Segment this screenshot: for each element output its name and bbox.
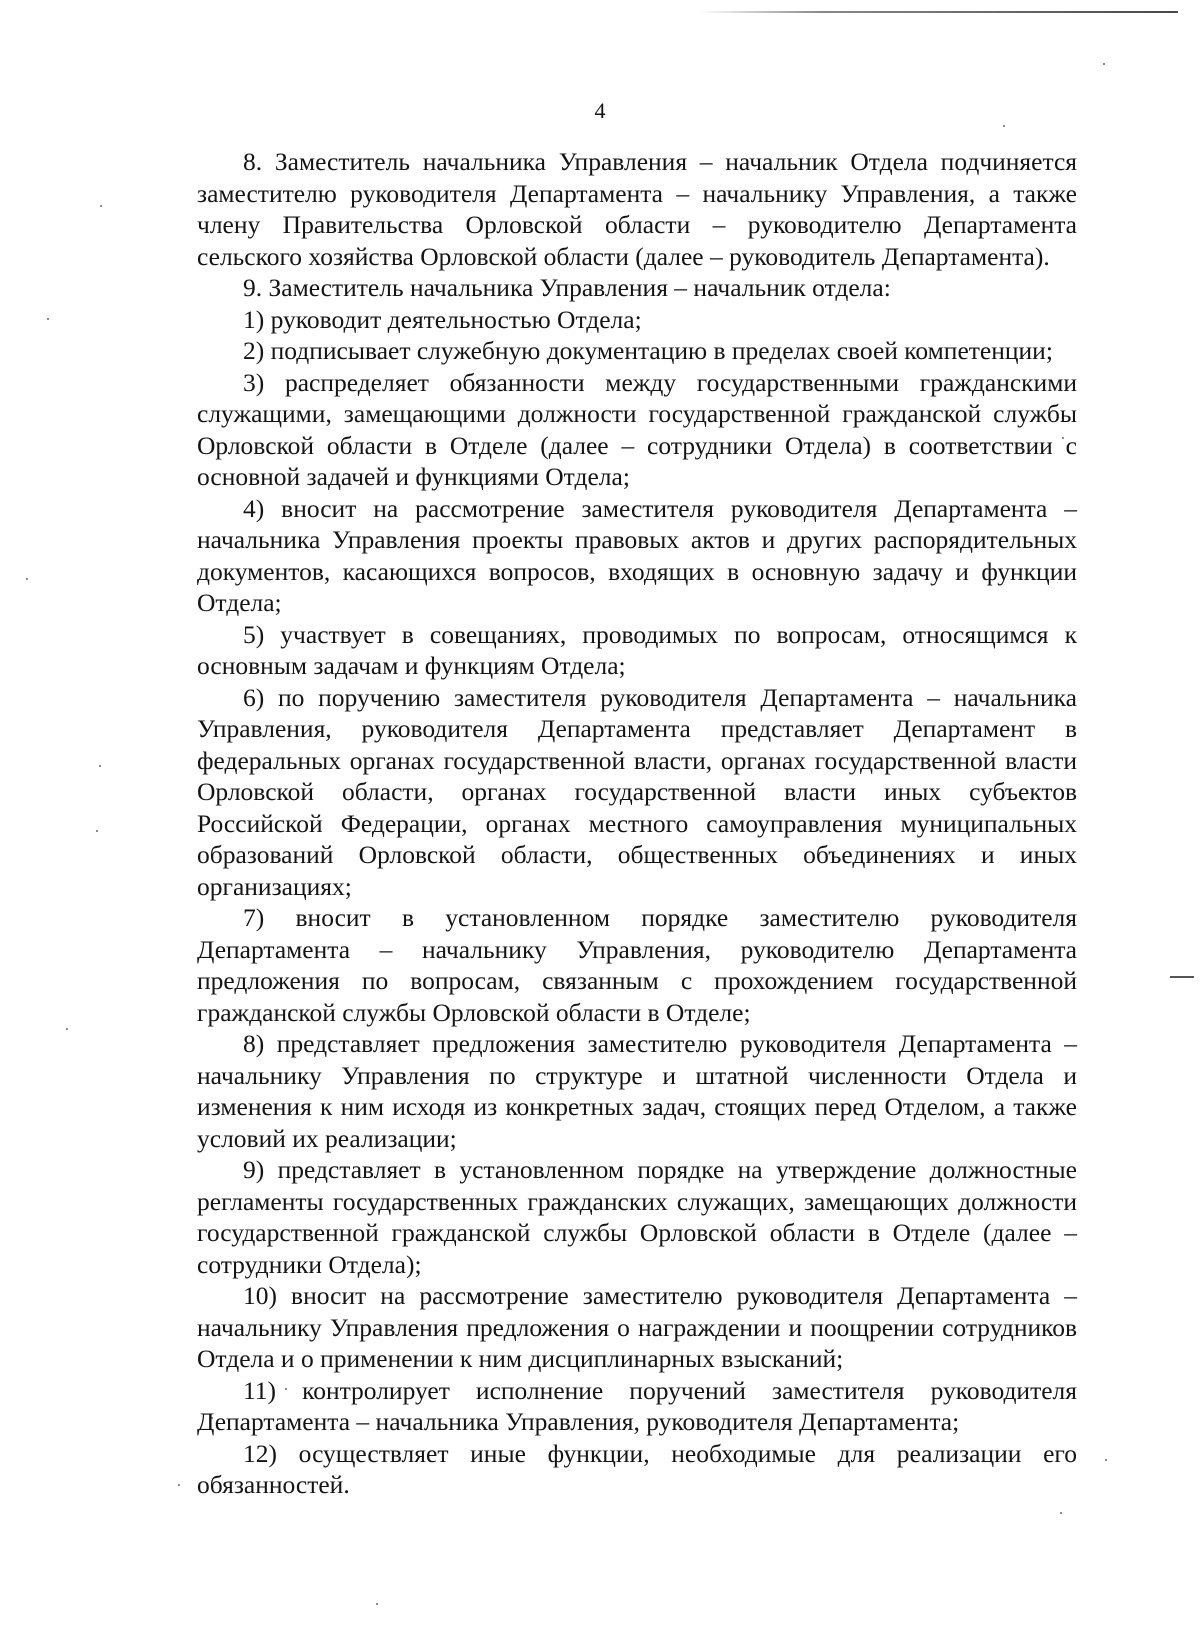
list-item-10: 10) вносит на рассмотрение заместителю руководителя Департамента – начальнику Управления предложения о награждении и поощрении сотрудников Отдела и о применении к ним дисциплинарных взысканий;	[197, 1281, 1077, 1373]
page-number: 4	[594, 98, 606, 123]
paragraph-9: 9. Заместитель начальника Управления – начальник отдела:	[243, 273, 891, 302]
list-item-6: 6) по поручению заместителя руководителя Департамента – начальника Управления, руководителя Департамента представляет Департамент в федеральных органах государственной власти, органах государственной власти Орловской области, органах государственной власти иных субъектов Российской Федерации, органах местного самоуправления муниципальных образований Орловской области, общественных объединениях и иных организациях;	[197, 682, 1077, 901]
list-item-1: 1) руководит деятельностью Отдела;	[243, 304, 642, 334]
scan-speck	[47, 318, 49, 320]
list-item-3: 3) распределяет обязанности между государственными гражданскими служащими, замещающими должности государственной гражданской службы Орловской области в Отделе (далее – сотрудники Отдела) в соответствии с основной задачей и функциями Отдела;	[197, 367, 1077, 491]
scan-speck	[1103, 63, 1105, 65]
scan-artifact-right-mark	[1170, 976, 1194, 978]
list-item-12: 12) осуществляет иные функции, необходимые для реализации его обязанностей.	[197, 1438, 1077, 1499]
scan-speck	[100, 205, 102, 207]
scan-speck	[376, 1603, 378, 1605]
list-item-11: 11) контролирует исполнение поручений заместителя руководителя Департамента – начальника Управления, руководителя Департамента;	[197, 1375, 1077, 1436]
scan-speck	[1060, 1512, 1062, 1514]
scan-speck	[96, 830, 98, 832]
list-item-4: 4) вносит на рассмотрение заместителя руководителя Департамента – начальника Управления проекты правовых актов и других распорядительных документов, касающихся вопросов, входящих в основную задачу и функции Отдела;	[197, 493, 1077, 617]
scan-artifact-top-line	[700, 11, 1178, 13]
scan-speck	[1003, 125, 1005, 127]
scan-speck	[66, 1028, 68, 1030]
list-item-8: 8) представляет предложения заместителю руководителя Департамента – начальнику Управления по структуре и штатной численности Отдела и изменения к ним исходя из конкретных задач, стоящих перед Отделом, а также условий их реализации;	[197, 1029, 1077, 1153]
list-item-9: 9) представляет в установленном порядке на утверждение должностные регламенты государственных гражданских служащих, замещающих должности государственной гражданской службы Орловской области в Отделе (далее – сотрудники Отдела);	[197, 1155, 1077, 1279]
list-item-7: 7) вносит в установленном порядке заместителю руководителя Департамента – начальнику Управления, руководителю Департамента предложения по вопросам, связанным с прохождением государственной гражданской службы Орловской области в Отделе;	[197, 903, 1077, 1027]
scan-speck	[178, 1484, 180, 1486]
scan-speck	[1105, 1459, 1107, 1461]
document-body	[197, 146, 1077, 1501]
list-item-5: 5) участвует в совещаниях, проводимых по вопросам, относящимся к основным задачам и функциям Отдела;	[197, 619, 1077, 680]
scan-speck	[26, 578, 28, 580]
scan-speck	[99, 765, 101, 767]
paragraph-8: 8. Заместитель начальника Управления – начальник Отдела подчиняется заместителю руководителя Департамента – начальнику Управления, а также члену Правительства Орловской области – руководителю Департамента сельского хозяйства Орловской области (далее – руководитель Департамента).	[197, 147, 1077, 271]
list-item-2: 2) подписывает служебную документацию в пределах своей компетенции;	[243, 336, 1053, 365]
